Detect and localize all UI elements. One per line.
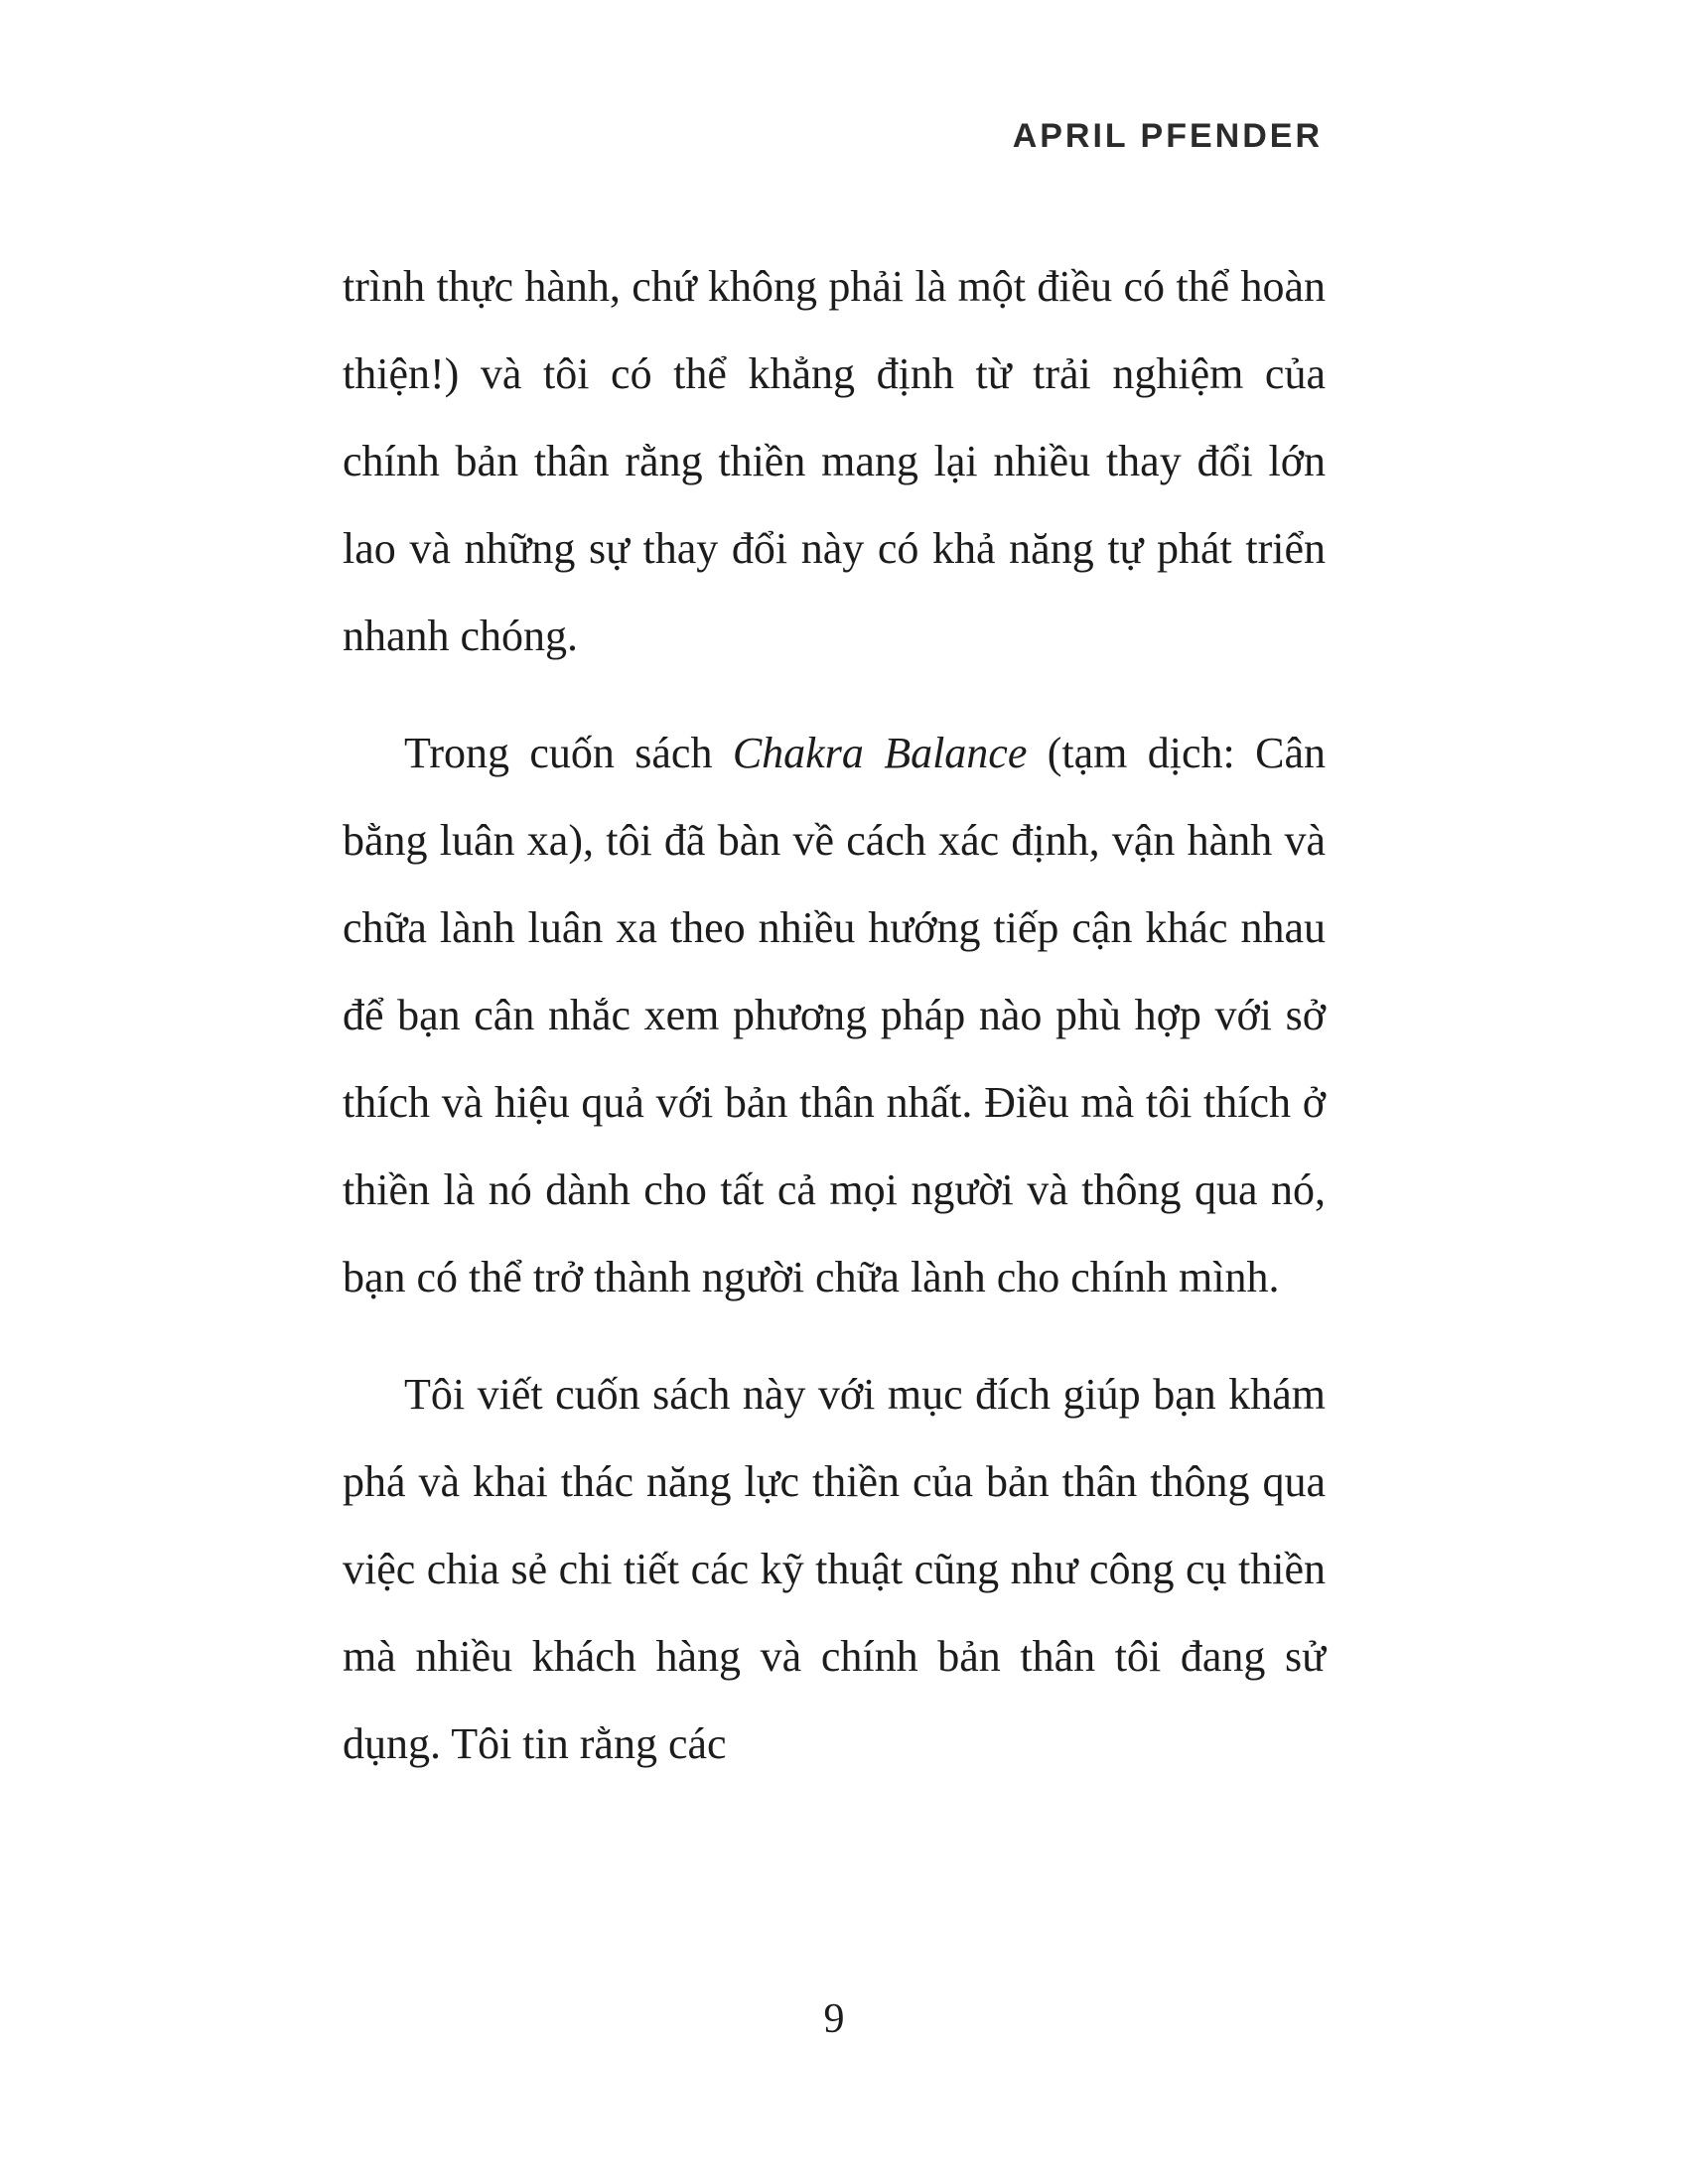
paragraph: trình thực hành, chứ không phải là một điều có thể hoàn thiện!) và tôi có thể khẳng định từ trải nghiệm của chính bản thân rằng thiền mang lại nhiều thay đổi lớn lao và những sự thay đổi này có khả năng tự phát triển nhanh chóng. — [343, 262, 1326, 660]
page-body — [343, 243, 1326, 1818]
paragraph-text: Trong cuốn sách — [404, 729, 733, 777]
page-number: 9 — [823, 1996, 845, 2042]
paragraph-text: (tạm dịch: Cân bằng luân xa), tôi đã bàn về cách xác định, vận hành và chữa lành luân xa theo nhiều hướng tiếp cận khác nhau để bạn cân nhắc xem phương pháp nào phù hợp với sở thích và hiệu quả với bản thân nhất. Điều mà tôi thích ở thiền là nó dành cho tất cả mọi người và thông qua nó, bạn có thể trở thành người chữa lành cho chính mình. — [343, 729, 1326, 1301]
running-header — [1013, 117, 1323, 156]
paragraph — [343, 710, 1326, 1321]
author-name: APRIL PFENDER — [1012, 117, 1323, 155]
paragraph: Tôi viết cuốn sách này với mục đích giúp bạn khám phá và khai thác năng lực thiền của bản thân thông qua việc chia sẻ chi tiết các kỹ thuật cũng như công cụ thiền mà nhiều khách hàng và chính bản thân tôi đang sử dụng. Tôi tin rằng các — [343, 1370, 1326, 1768]
book-title-italic: Chakra Balance — [732, 729, 1028, 777]
page-footer — [343, 1995, 1326, 2043]
